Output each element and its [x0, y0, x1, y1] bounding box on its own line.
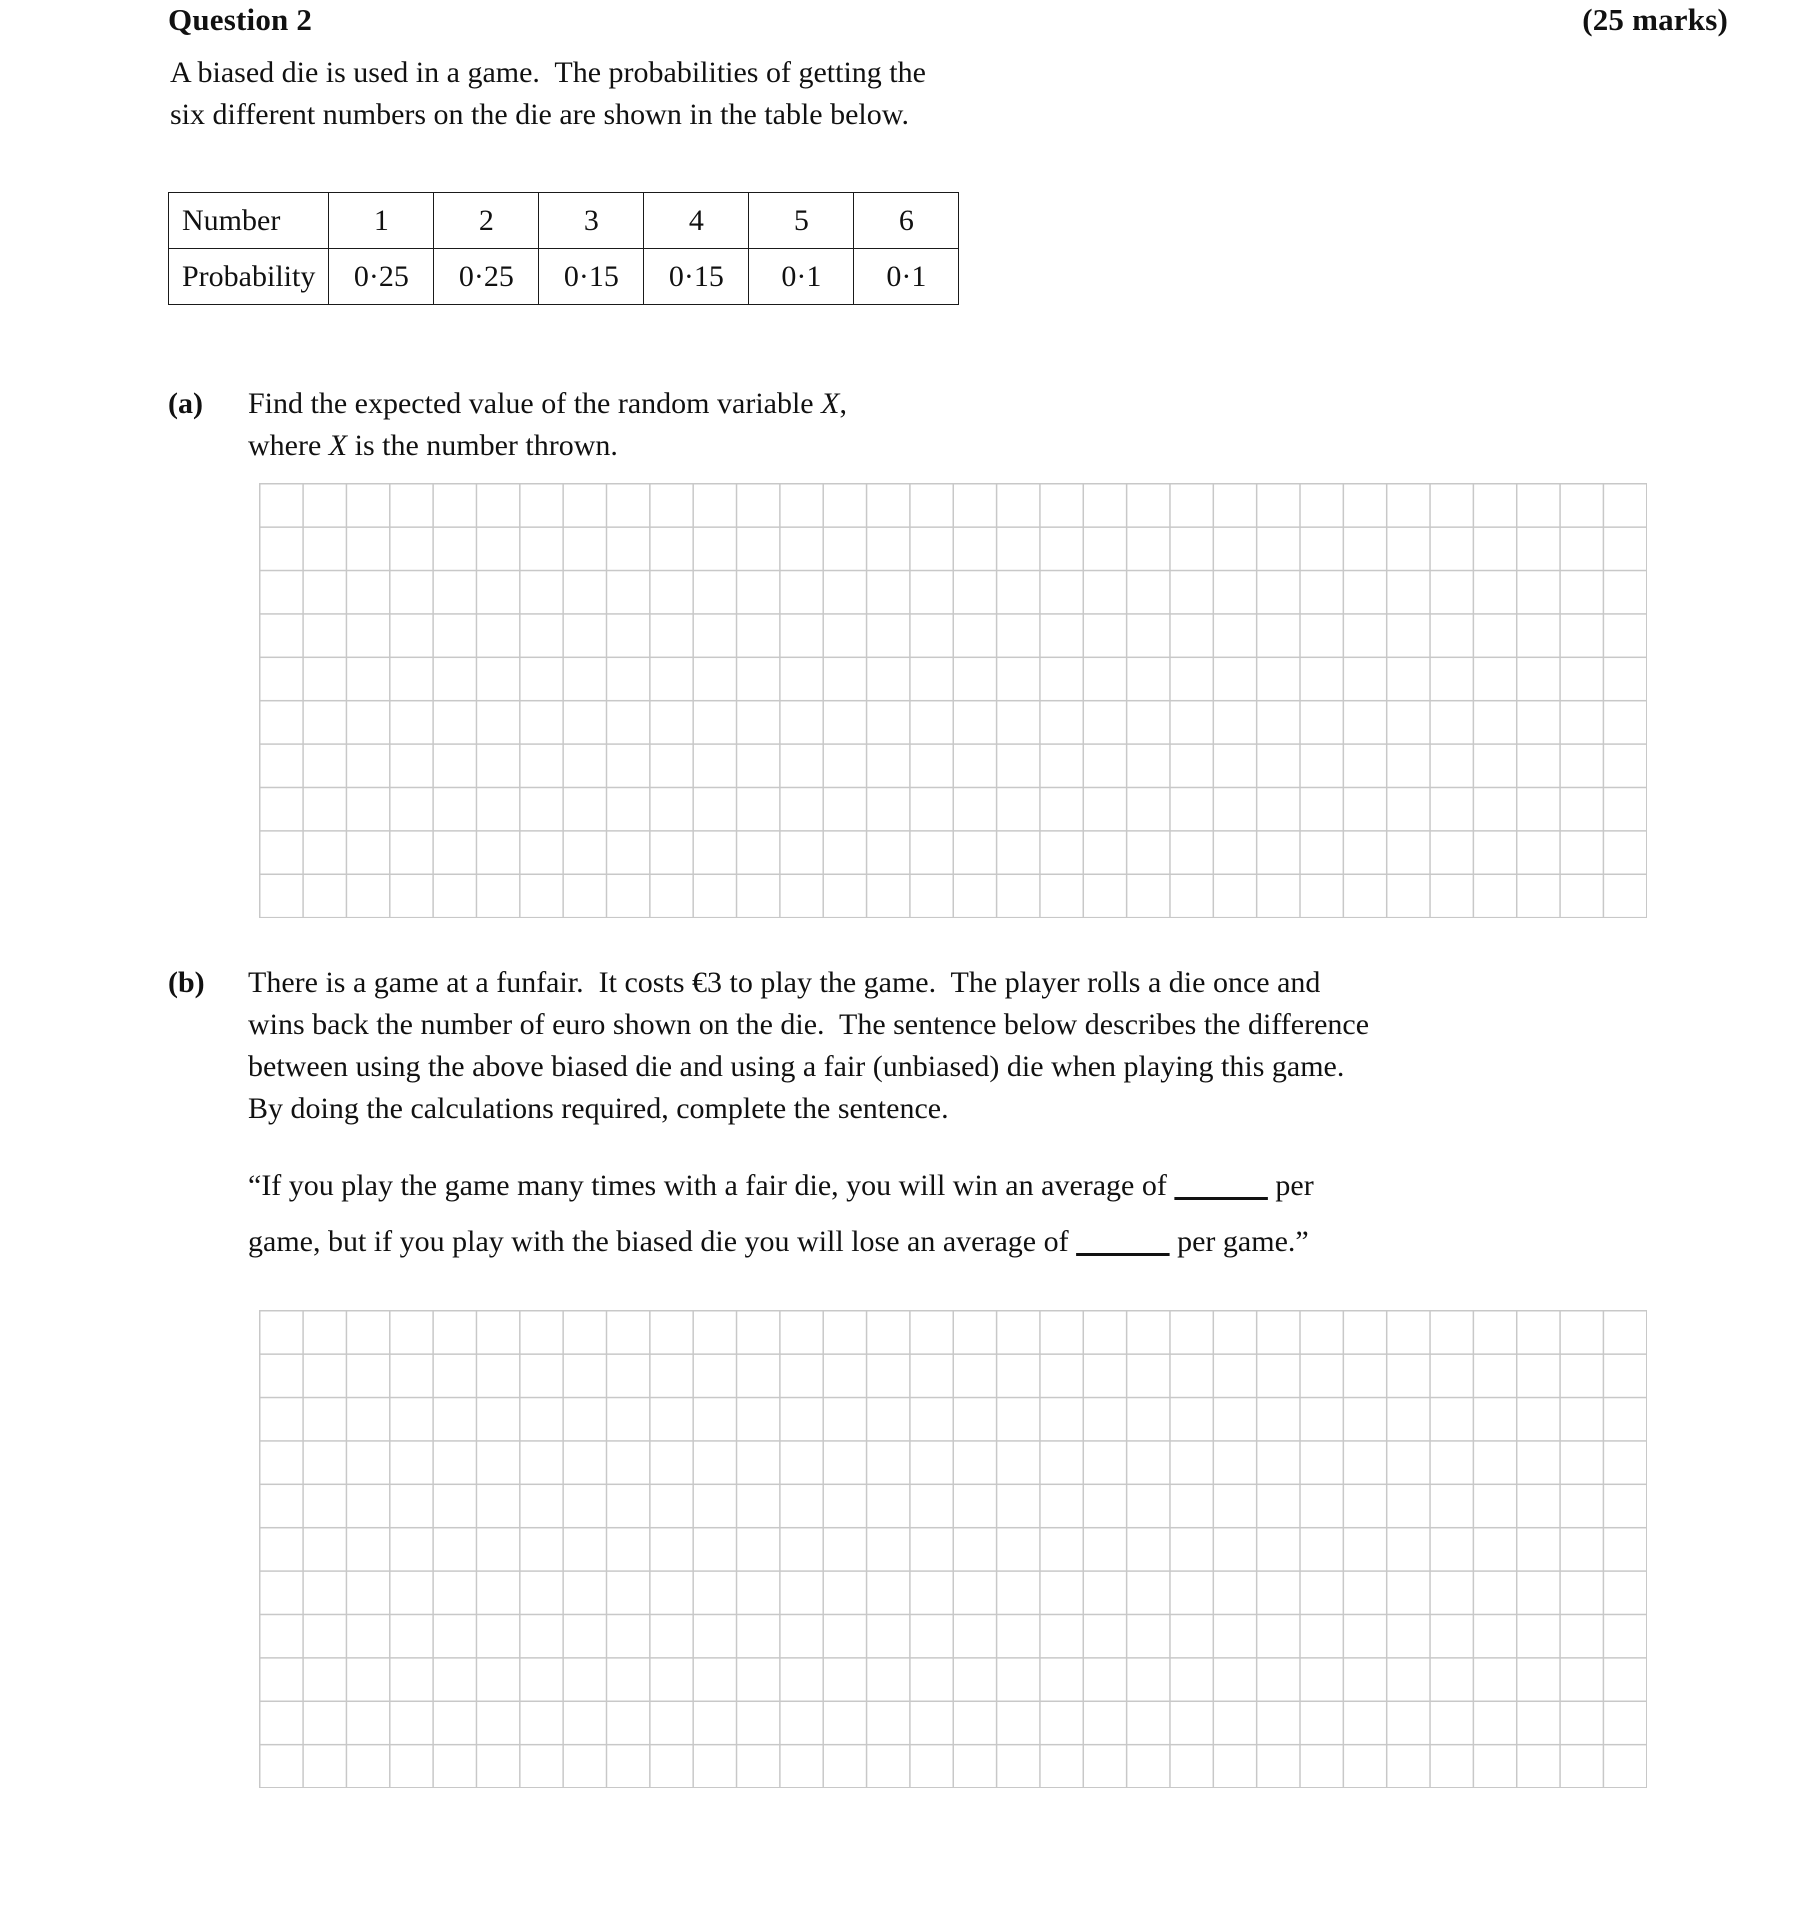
page-title: Question 2 [168, 2, 313, 37]
part-b-line-2: wins back the number of euro shown on the die. The sentence below describes the difference [248, 1008, 1370, 1041]
completion-sentence [248, 1158, 1819, 1270]
intro-line-2: six different numbers on the die are shown in the table below. [170, 98, 909, 131]
part-b-line-4: By doing the calculations required, complete the sentence. [248, 1092, 949, 1125]
number-cell-5: 5 [749, 193, 854, 249]
probability-cell-1: 0·25 [329, 249, 434, 305]
part-a-line-2-pre: where [248, 429, 329, 462]
row-header-number: Number [169, 193, 329, 249]
answer-grid-b[interactable] [259, 1310, 1647, 1788]
probability-cell-2: 0·25 [434, 249, 539, 305]
number-cell-1: 1 [329, 193, 434, 249]
part-b [168, 962, 1788, 1130]
completion-sentence-line-2 [248, 1214, 1819, 1270]
marks-label: (25 marks) [1582, 2, 1728, 37]
part-a-line-2 [248, 425, 1268, 467]
number-cell-3: 3 [539, 193, 644, 249]
table-row-probability [169, 249, 959, 305]
part-a-tag: (a) [168, 387, 203, 420]
part-b-body [248, 962, 1788, 1130]
part-a-line-2-post: is the number thrown. [347, 429, 618, 462]
sentence-line-2-text-b: per game.” [1169, 1225, 1309, 1258]
answer-blank-1[interactable] [1174, 1169, 1268, 1202]
part-a-variable-2: X [328, 429, 348, 462]
probability-table-wrapper [168, 192, 959, 305]
number-cell-4: 4 [644, 193, 749, 249]
part-b-line-3: between using the above biased die and using a fair (unbiased) die when playing this game. [248, 1050, 1345, 1083]
part-a [168, 383, 1268, 467]
part-b-line-1: There is a game at a funfair. It costs €3 to play the game. The player rolls a die once and [248, 966, 1321, 999]
sentence-line-1-text-b: per [1267, 1169, 1314, 1202]
answer-blank-2[interactable] [1076, 1225, 1170, 1258]
intro-line-1: A biased die is used in a game. The probabilities of getting the [170, 56, 926, 89]
probability-cell-4: 0·15 [644, 249, 749, 305]
part-b-tag: (b) [168, 966, 205, 999]
probability-cell-6: 0·1 [854, 249, 959, 305]
sentence-line-1-text-a: “If you play the game many times with a fair die, you will win an average of [248, 1169, 1175, 1202]
probability-cell-3: 0·15 [539, 249, 644, 305]
completion-sentence-line-1 [248, 1158, 1819, 1214]
part-a-body [248, 383, 1268, 467]
part-a-variable-1: X [821, 387, 840, 420]
answer-grid-a[interactable] [259, 483, 1647, 918]
number-cell-2: 2 [434, 193, 539, 249]
probability-cell-5: 0·1 [749, 249, 854, 305]
page-header [168, 0, 1728, 46]
probability-table [168, 192, 959, 305]
number-cell-6: 6 [854, 193, 959, 249]
part-a-line-1-post: , [839, 387, 847, 420]
part-a-line-1 [248, 383, 1268, 425]
part-a-line-1-pre: Find the expected value of the random variable [248, 387, 822, 420]
sentence-line-2-text-a: game, but if you play with the biased die you will lose an average of [248, 1225, 1077, 1258]
table-row-number [169, 193, 959, 249]
row-header-probability: Probability [169, 249, 329, 305]
intro-paragraph [170, 52, 1170, 136]
